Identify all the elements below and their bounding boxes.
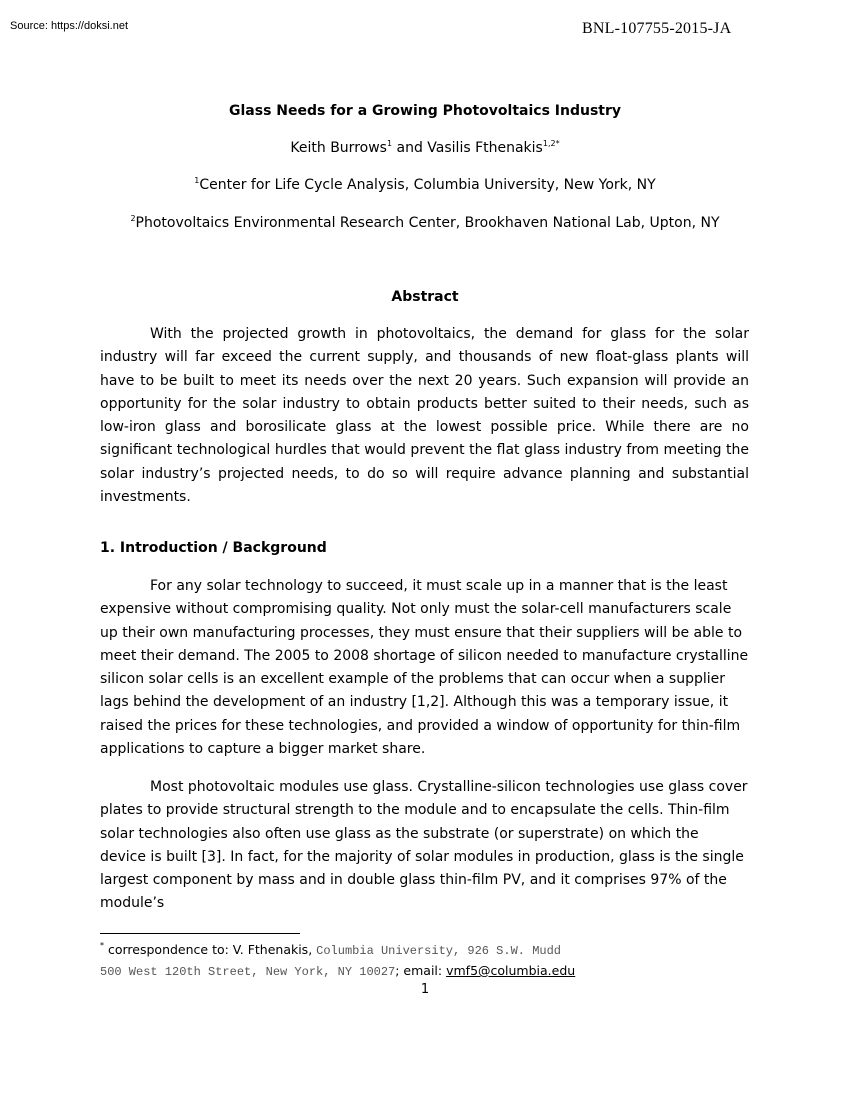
body-paragraph: For any solar technology to succeed, it must scale up in a manner that is the least expensive without compromising quality. Not only must the solar-cell manufacturers scale up their own manufacturing processes, they must ensure that their suppliers will be able to meet their demand. The 2005 to 2008 shortage of silicon needed to manufacture crystalline silicon solar cells is an excellent example of the problems that can occur when a supplier lags behind the development of an industry [1,2]. Although this was a temporary issue, it raised the prices for these technologies, and provided a window of opportunity for thin-film applications to capture a bigger market share. — [100, 578, 749, 758]
footnote-divider — [100, 933, 300, 934]
source-watermark: Source: https://doksi.net — [10, 20, 129, 32]
author-1-affiliation-marker: 1 — [386, 139, 393, 148]
report-id: BNL-107755-2015-JA — [582, 20, 732, 37]
footnote-address-line-1: Columbia University, 926 S.W. Mudd — [316, 944, 561, 958]
affiliation-1 — [0, 176, 850, 194]
affiliation-1-text: Center for Life Cycle Analysis, Columbia University, New York, NY — [199, 177, 656, 193]
affiliation-1-marker: 1 — [194, 176, 200, 185]
author-line — [0, 139, 850, 157]
abstract-heading: Abstract — [391, 289, 459, 305]
footnote-address-line-2: 500 West 120th Street, New York, NY 10027 — [100, 965, 396, 979]
footnote-label: correspondence to: V. Fthenakis, — [104, 942, 317, 957]
page-number: 1 — [420, 982, 430, 997]
author-2: Vasilis Fthenakis — [427, 140, 543, 156]
affiliation-2-text: Photovoltaics Environmental Research Center, Brookhaven National Lab, Upton, NY — [135, 215, 720, 231]
author-2-affiliation-marker: 1,2* — [542, 139, 560, 148]
affiliation-2-marker: 2 — [130, 214, 136, 223]
section-heading: 1. Introduction / Background — [100, 540, 327, 556]
footnote-marker: * — [100, 941, 104, 950]
email-link[interactable]: vmf5@columbia.edu — [446, 963, 576, 978]
affiliation-2 — [0, 214, 850, 232]
author-conjunction: and — [392, 140, 428, 156]
footnote — [100, 940, 800, 982]
body-paragraph: Most photovoltaic modules use glass. Crystalline-silicon technologies use glass cover plates to provide structural strength to the module and to encapsulate the cells. Thin-film solar technologies also often use glass as the substrate (or superstrate) on which the device is built [3]. In fact, for the majority of solar modules in production, glass is the single largest component by mass and in double glass thin-film PV, and it comprises 97% of the module’s — [100, 779, 748, 912]
footnote-email-label: ; email: — [395, 963, 447, 978]
paper-title: Glass Needs for a Growing Photovoltaics Industry — [229, 103, 621, 119]
author-1: Keith Burrows — [290, 140, 387, 156]
abstract-text: With the projected growth in photovoltaics, the demand for glass for the solar industry will far exceed the current supply, and thousands of new float-glass plants will have to be built to meet its needs over the next 20 years. Such expansion will provide an opportunity for the solar industry to obtain products better suited to their needs, such as low-iron glass and borosilicate glass at the lowest possible price. While there are no significant technological hurdles that would prevent the flat glass industry from meeting the solar industry’s projected needs, to do so will require advance planning and substantial investments. — [100, 326, 749, 506]
